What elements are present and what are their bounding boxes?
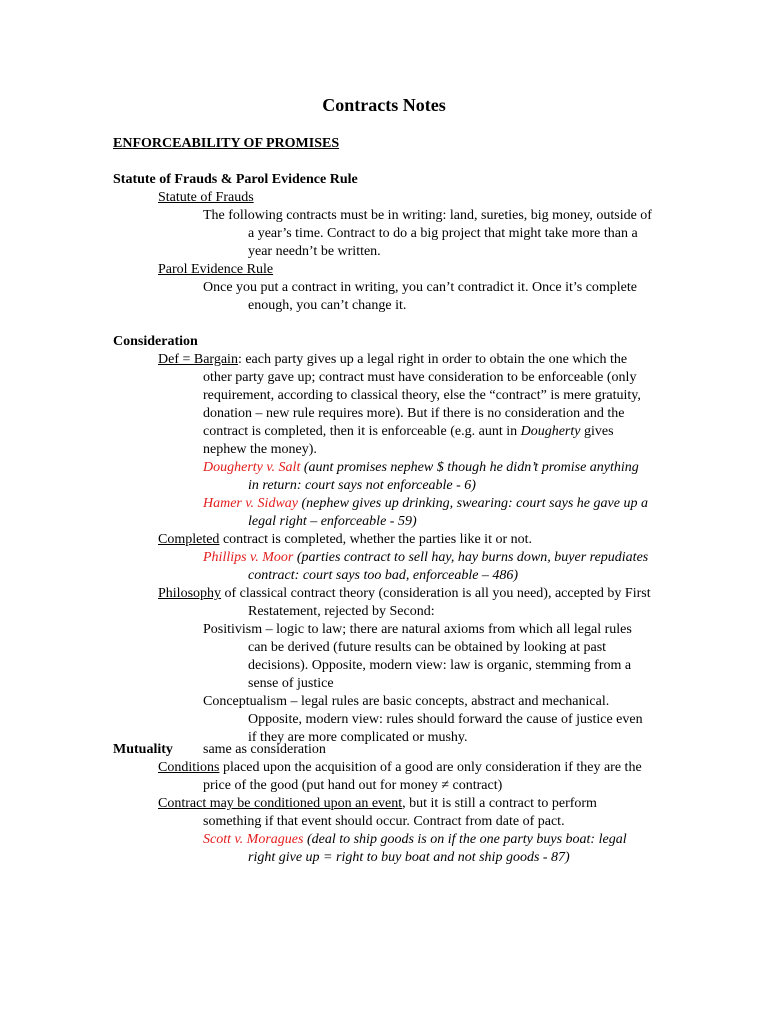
per-text: Once you put a contract in writing, you can’t contradict it. Once it’s complete enough, you can’t change it. [203, 280, 637, 313]
completed-text: contract is completed, whether the parties like it or not. [219, 532, 533, 547]
event-text: , but it is still a contract to perform something if that event should occur. Contract from date of pact. [203, 796, 597, 829]
def-paragraph [113, 351, 653, 459]
subsection-heading-consideration: Consideration [113, 334, 198, 349]
philosophy-label: Philosophy [158, 586, 222, 601]
subsection-heading-sof: Statute of Frauds & Parol Evidence Rule [113, 172, 358, 187]
case-dougherty [113, 459, 653, 495]
case-note-hamer: (nephew gives up drinking, swearing: court says he gave up a legal right – enforceable - 59) [248, 496, 648, 529]
document-title: Contracts Notes [322, 95, 446, 115]
philosophy-text: of classical contract theory (consideration is all you need), accepted by First Restatement, rejected by Second: [221, 586, 651, 619]
conceptualism-paragraph: Conceptualism – legal rules are basic concepts, abstract and mechanical. Opposite, modern view: rules should forward the cause of justice even if they are more complicated or mushy. [203, 694, 643, 745]
case-phillips [113, 549, 653, 585]
per-label: Parol Evidence Rule [158, 262, 274, 277]
event-label: Contract may be conditioned upon an event [158, 796, 403, 811]
def-case: Dougherty [520, 424, 581, 439]
mutuality-heading-line [113, 741, 653, 759]
sof-label: Statute of Frauds [158, 190, 254, 205]
positivism-paragraph: Positivism – logic to law; there are natural axioms from which all legal rules can be derived (future results can be obtained by looking at past decisions). Opposite, modern view: law is organic, stemming from a sense of justice [203, 622, 632, 691]
statute-of-frauds-section [113, 171, 653, 315]
mutuality-section [113, 741, 653, 867]
mutuality-heading-text: same as consideration [203, 742, 326, 757]
case-name-phillips: Phillips v. Moor [203, 550, 294, 565]
case-name-hamer: Hamer v. Sidway [203, 496, 298, 511]
conditions-label: Conditions [158, 760, 220, 775]
sof-label-line [113, 189, 653, 207]
completed-label: Completed [158, 532, 220, 547]
section-heading: ENFORCEABILITY OF PROMISES [113, 136, 340, 151]
case-note-scott: (deal to ship goods is on if the one party buys boat: legal right give up = right to buy boat and not ship goods - 87) [248, 832, 627, 865]
def-label: Def = Bargain [158, 352, 238, 367]
case-name-scott: Scott v. Moragues [203, 832, 304, 847]
consideration-section [113, 333, 653, 747]
def-text-1: : each party gives up a legal right in order to obtain the one which the other party gave up; contract must have consideration to be enforceable (only requirement, according to classical theory, else the “contract” is mere gratuity, donation – new rule requires more). But if there is no consideration and the contract is completed, then it is enforceable (e.g. aunt in [203, 352, 641, 439]
per-label-line [113, 261, 653, 279]
sof-text: The following contracts must be in writing: land, sureties, big money, outside of a year’s time. Contract to do a big project that might take more than a year needn’t be written. [203, 208, 652, 259]
case-scott [113, 831, 653, 867]
conditions-paragraph [113, 759, 653, 795]
completed-paragraph [113, 531, 653, 549]
case-note-phillips: (parties contract to sell hay, hay burns down, buyer repudiates contract: court says too bad, enforceable – 486) [248, 550, 649, 583]
event-paragraph [113, 795, 653, 831]
philosophy-paragraph [113, 585, 653, 621]
conditions-text: placed upon the acquisition of a good are only consideration if they are the price of the good (put hand out for money ≠ contract) [203, 760, 642, 793]
case-note-dougherty: (aunt promises nephew $ though he didn’t promise anything in return: court says not enforceable - 6) [248, 460, 639, 493]
case-hamer [113, 495, 653, 531]
def-text-2: gives nephew the money). [203, 424, 614, 457]
case-name-dougherty: Dougherty v. Salt [203, 460, 301, 475]
mutuality-heading: Mutuality [113, 742, 173, 757]
